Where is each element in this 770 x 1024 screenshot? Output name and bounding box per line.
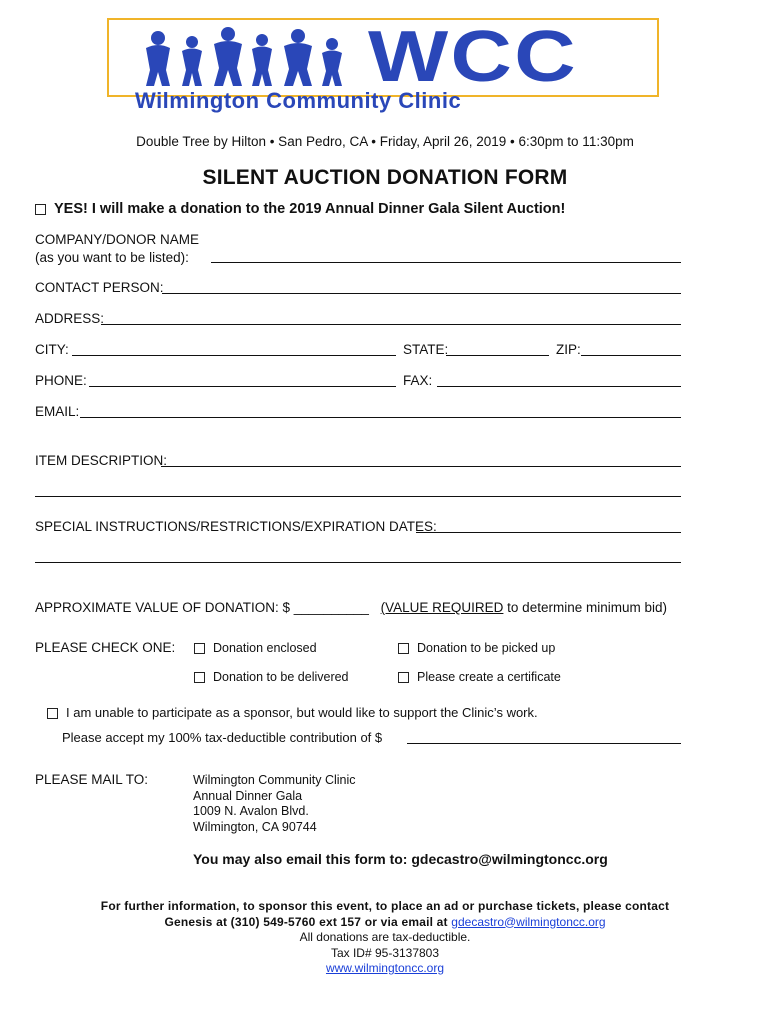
mail-line: Wilmington Community Clinic [193, 773, 356, 787]
special-instructions-field[interactable] [416, 532, 681, 533]
logo-acronym: WCC [368, 17, 578, 97]
value-required-note: (VALUE REQUIRED [380, 600, 504, 615]
sponsor-text: I am unable to participate as a sponsor, but would like to support the Clinic’s work. [66, 705, 538, 720]
email-note: You may also email this form to: gdecastro@wilmingtoncc.org [193, 851, 608, 867]
footer-line-2: Genesis at (310) 549-5760 ext 157 or via email at [164, 914, 452, 929]
zip-label: ZIP: [556, 342, 581, 357]
approximate-value-label: APPROXIMATE VALUE OF DONATION: $ __________ [35, 600, 369, 615]
option-create-certificate[interactable]: Please create a certificate [398, 670, 561, 684]
email-field[interactable] [80, 417, 681, 418]
people-logo-icon [140, 24, 350, 90]
mailing-address [193, 773, 356, 835]
item-description-label: ITEM DESCRIPTION: [35, 453, 168, 468]
special-instructions-label: SPECIAL INSTRUCTIONS/RESTRICTIONS/EXPIRATION DATES: [35, 519, 437, 534]
option-donation-delivered[interactable]: Donation to be delivered [194, 670, 349, 684]
footer-line-3: All donations are tax-deductible. [299, 930, 471, 944]
value-required-rest: to determine minimum bid) [503, 600, 667, 615]
company-field[interactable] [211, 262, 681, 263]
email-label: EMAIL: [35, 404, 80, 419]
checkbox[interactable] [194, 643, 205, 654]
city-label: CITY: [35, 342, 69, 357]
mail-line: 1009 N. Avalon Blvd. [193, 804, 309, 818]
approximate-value-row[interactable] [35, 600, 667, 615]
address-field[interactable] [101, 324, 681, 325]
option-donation-picked-up[interactable]: Donation to be picked up [398, 641, 555, 655]
pledge-row[interactable] [35, 201, 565, 217]
item-description-field-2[interactable] [35, 496, 681, 497]
footer-line-1: For further information, to sponsor this event, to place an ad or purchase tickets, please contact [100, 899, 670, 913]
option-donation-enclosed[interactable]: Donation enclosed [194, 641, 317, 655]
special-instructions-field-2[interactable] [35, 562, 681, 563]
state-label: STATE: [403, 342, 449, 357]
checkbox[interactable] [194, 672, 205, 683]
check-one-label: PLEASE CHECK ONE: [35, 640, 176, 655]
footer [0, 899, 770, 977]
mail-to-label: PLEASE MAIL TO: [35, 772, 149, 787]
pledge-checkbox[interactable] [35, 204, 46, 215]
form-title: SILENT AUCTION DONATION FORM [202, 166, 568, 189]
contact-field[interactable] [162, 293, 681, 294]
pledge-text: YES! I will make a donation to the 2019 Annual Dinner Gala Silent Auction! [54, 201, 566, 217]
sponsor-row[interactable] [47, 705, 538, 720]
mail-line: Annual Dinner Gala [193, 788, 303, 803]
zip-field[interactable] [581, 355, 681, 356]
contact-label: CONTACT PERSON: [35, 280, 164, 295]
contribution-field[interactable] [407, 743, 681, 744]
state-field[interactable] [446, 355, 549, 356]
contribution-label: Please accept my 100% tax-deductible contribution of $ [62, 730, 383, 745]
phone-label: PHONE: [35, 373, 87, 388]
checkbox[interactable] [398, 643, 409, 654]
event-details: Double Tree by Hilton • San Pedro, CA • Friday, April 26, 2019 • 6:30pm to 11:30pm [136, 134, 634, 149]
checkbox[interactable] [398, 672, 409, 683]
phone-field[interactable] [89, 386, 396, 387]
sponsor-checkbox[interactable] [47, 708, 58, 719]
footer-tax-id: Tax ID# 95-3137803 [330, 945, 440, 960]
address-label: ADDRESS: [35, 311, 105, 326]
item-description-field[interactable] [161, 466, 681, 467]
company-label: COMPANY/DONOR NAME [35, 232, 200, 247]
company-label-note: (as you want to be listed): [35, 250, 189, 265]
fax-label: FAX: [403, 373, 433, 388]
city-field[interactable] [72, 355, 396, 356]
footer-email-link[interactable]: gdecastro@wilmingtoncc.org [451, 914, 606, 929]
mail-line: Wilmington, CA 90744 [193, 819, 317, 834]
website-link[interactable]: www.wilmingtoncc.org [325, 961, 445, 975]
fax-field[interactable] [437, 386, 681, 387]
logo-clinic-name: Wilmington Community Clinic [135, 88, 462, 113]
